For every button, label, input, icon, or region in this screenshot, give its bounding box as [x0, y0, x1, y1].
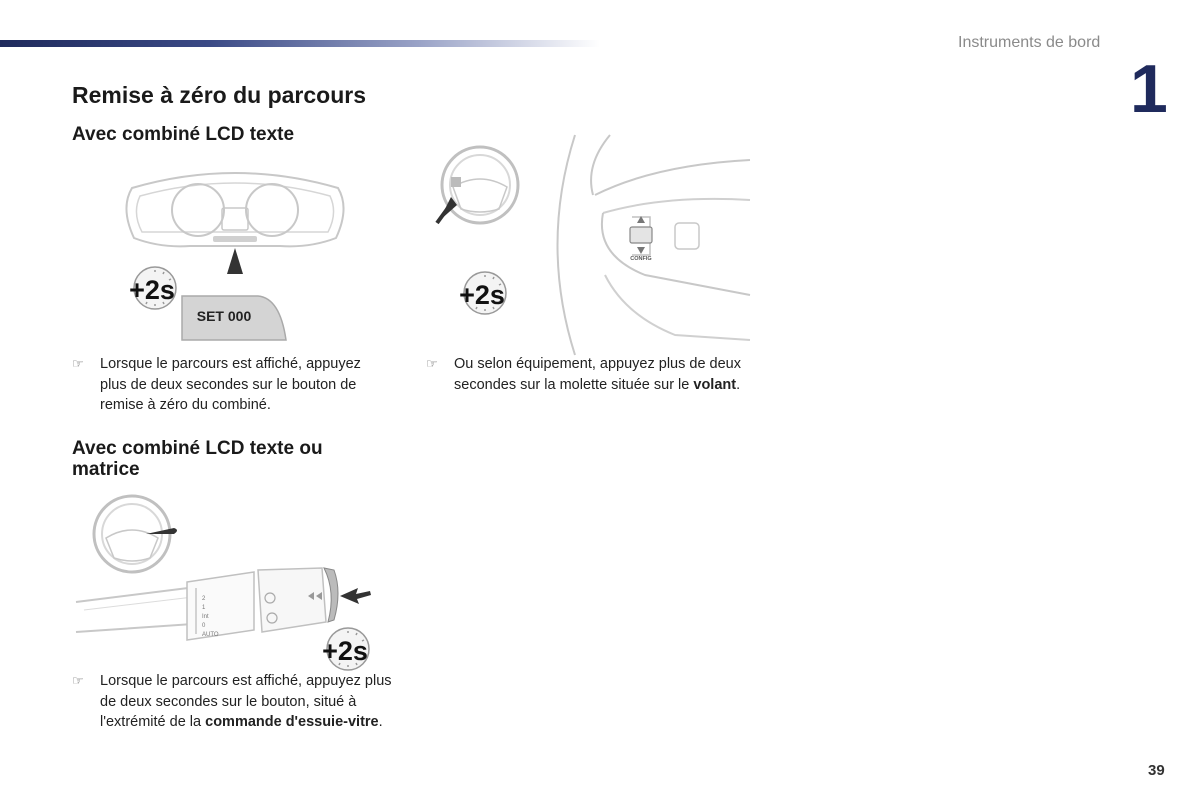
- bullet-lcd-matrice: ☞ Lorsque le parcours est affiché, appuyez plus de deux secondes sur le bouton, situé à l'extrémité de la commande d'essuie-vitre.: [72, 673, 392, 730]
- section-heading-lcd-texte: Avec combiné LCD texte: [72, 124, 295, 145]
- timer-badge-icon: [322, 628, 369, 670]
- stalk-mark: 1: [202, 605, 206, 611]
- instrument-cluster-illustration: [110, 168, 360, 348]
- stalk-mark: AUTO: [202, 632, 219, 638]
- bullet-marker: ☞: [72, 673, 84, 688]
- bullet-lcd-texte: [72, 354, 390, 416]
- section-label: Instruments de bord: [958, 34, 1101, 51]
- set-button-label: SET 000: [196, 308, 252, 324]
- bullet-text: Lorsque le parcours est affiché, appuyez plus de deux secondes sur le bouton de remise à zéro du combiné.: [100, 356, 361, 413]
- svg-text:+2s: +2s: [459, 280, 505, 310]
- steering-wheel-illustration: [425, 135, 755, 355]
- bullet-text: Lorsque le parcours est affiché, appuyez plus de deux secondes sur le bouton, situé à l'extrémité de la: [100, 673, 392, 730]
- config-label: CONFIG: [630, 256, 652, 262]
- svg-text:+2s: +2s: [129, 275, 175, 305]
- bullet-volant: ☞ Ou selon équipement, appuyez plus de deux secondes sur la molette située sur le volant.: [426, 356, 741, 393]
- bullet-text: Ou selon équipement, appuyez plus de deux secondes sur la molette située sur le: [454, 356, 741, 393]
- chapter-number: 1: [1130, 51, 1168, 127]
- bullet-marker: ☞: [426, 356, 438, 371]
- section-heading-lcd-matrice: Avec combiné LCD texte ou matrice: [72, 438, 323, 480]
- stalk-mark: 0: [202, 623, 206, 629]
- stalk-mark: Int: [202, 614, 209, 620]
- page-title: Remise à zéro du parcours: [72, 82, 366, 108]
- page-number: 39: [1148, 762, 1165, 779]
- timer-badge-icon: [459, 272, 506, 314]
- svg-text:+2s: +2s: [322, 636, 368, 666]
- bullet-marker: ☞: [72, 356, 84, 371]
- header-gradient-bar: [0, 40, 600, 47]
- bullet-bold-text: commande d'essuie-vitre: [205, 714, 379, 730]
- timer-badge-icon: [129, 267, 176, 309]
- wiper-stalk-illustration: [72, 492, 382, 672]
- bullet-bold-text: volant: [693, 376, 737, 393]
- stalk-mark: 2: [202, 596, 206, 602]
